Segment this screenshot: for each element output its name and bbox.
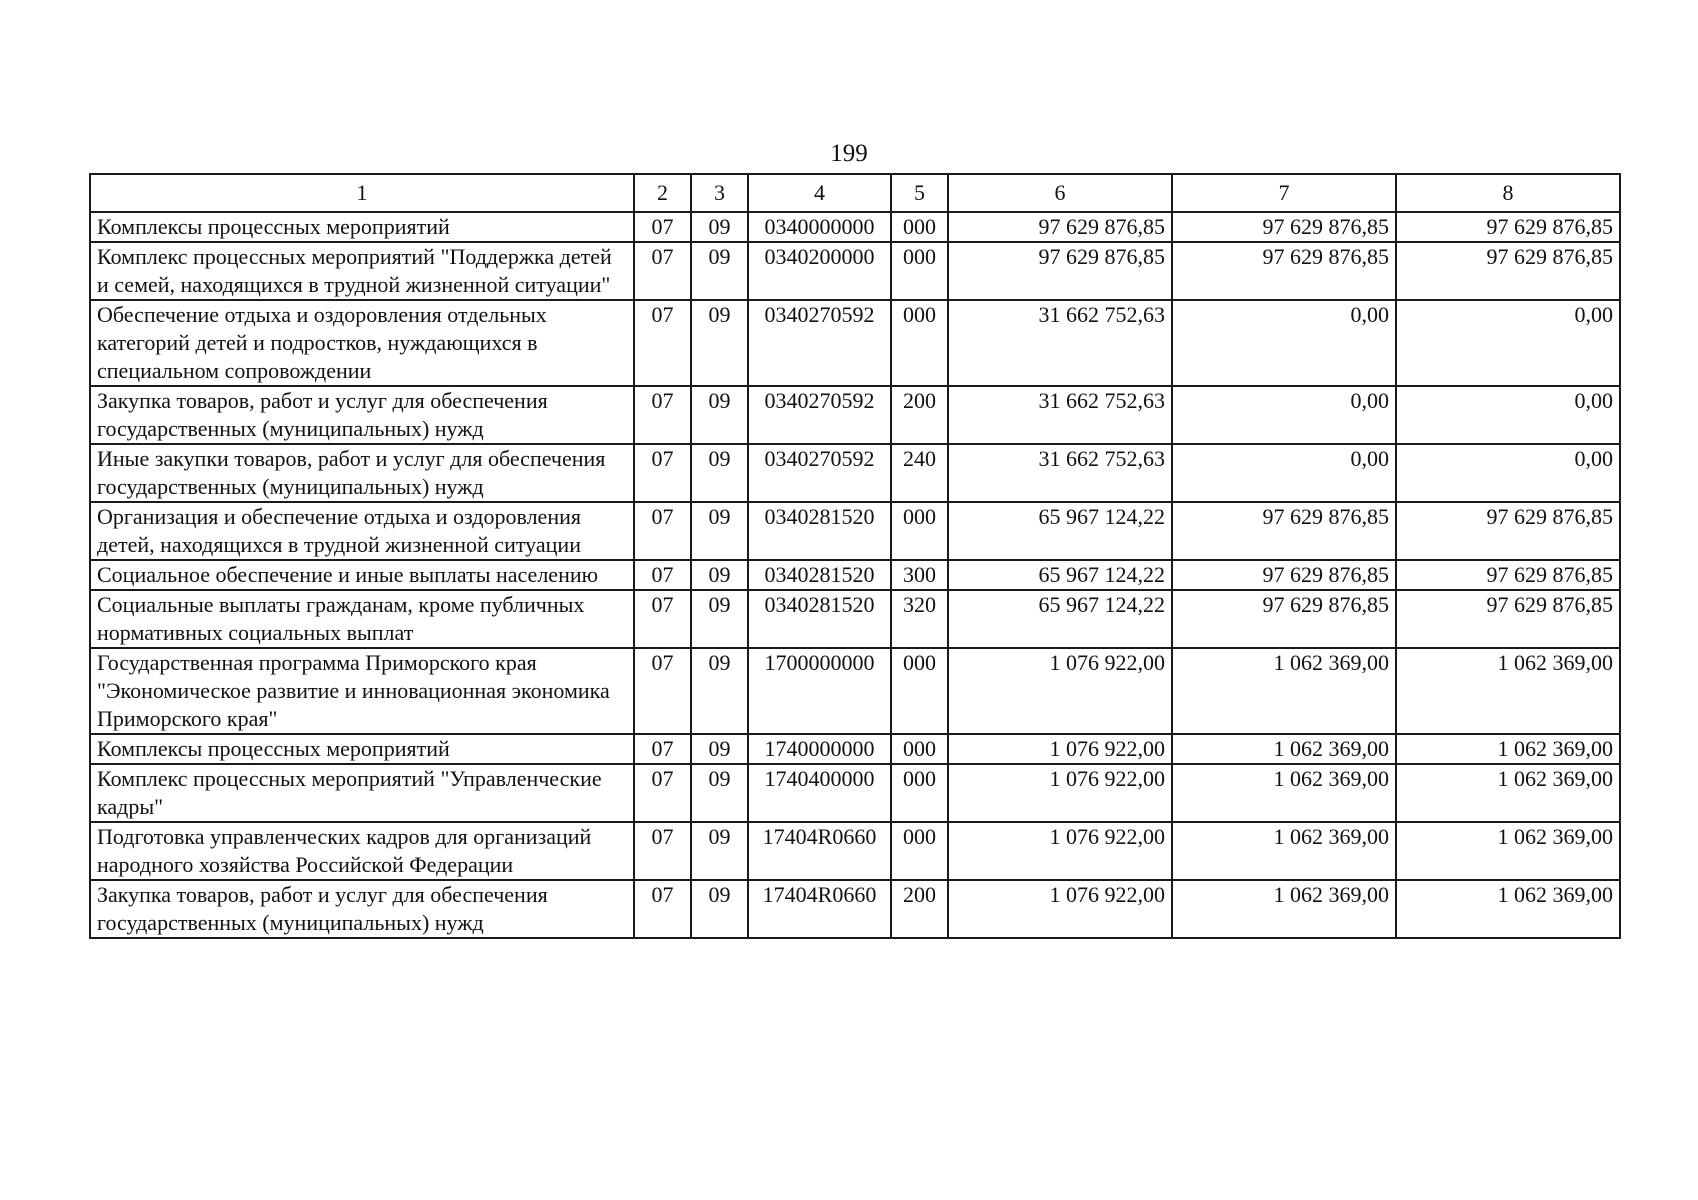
subsection-code-cell: 09 [691, 502, 748, 560]
table-row [90, 386, 1620, 444]
target-article-cell: 0340270592 [748, 444, 891, 502]
subsection-code-cell: 09 [691, 648, 748, 734]
table-row [90, 502, 1620, 560]
amount-col8-cell: 97 629 876,85 [1396, 590, 1620, 648]
amount-col6-cell: 1 076 922,00 [948, 764, 1172, 822]
target-article-cell: 1700000000 [748, 648, 891, 734]
header-cell: 4 [748, 174, 891, 212]
amount-col7-cell: 97 629 876,85 [1172, 212, 1396, 242]
amount-col6-cell: 97 629 876,85 [948, 242, 1172, 300]
page-number: 199 [830, 140, 868, 167]
row-name-cell: Закупка товаров, работ и услуг для обеспечения государственных (муниципальных) нужд [90, 386, 634, 444]
amount-col7-cell: 0,00 [1172, 386, 1396, 444]
expense-type-cell: 200 [891, 880, 948, 938]
amount-col7-cell: 97 629 876,85 [1172, 502, 1396, 560]
table-row [90, 212, 1620, 242]
subsection-code-cell: 09 [691, 880, 748, 938]
header-cell: 6 [948, 174, 1172, 212]
subsection-code-cell: 09 [691, 734, 748, 764]
amount-col6-cell: 31 662 752,63 [948, 444, 1172, 502]
table-row [90, 880, 1620, 938]
target-article-cell: 17404R0660 [748, 880, 891, 938]
header-row [90, 174, 1620, 212]
subsection-code-cell: 09 [691, 560, 748, 590]
amount-col6-cell: 31 662 752,63 [948, 300, 1172, 386]
target-article-cell: 0340281520 [748, 590, 891, 648]
amount-col6-cell: 97 629 876,85 [948, 212, 1172, 242]
amount-col8-cell: 1 062 369,00 [1396, 734, 1620, 764]
amount-col8-cell: 1 062 369,00 [1396, 822, 1620, 880]
expense-type-cell: 000 [891, 502, 948, 560]
header-cell: 8 [1396, 174, 1620, 212]
row-name-cell: Социальные выплаты гражданам, кроме публичных нормативных социальных выплат [90, 590, 634, 648]
subsection-code-cell: 09 [691, 242, 748, 300]
header-cell: 1 [90, 174, 634, 212]
row-name-cell: Комплекс процессных мероприятий "Поддержка детей и семей, находящихся в трудной жизненной ситуации" [90, 242, 634, 300]
amount-col6-cell: 1 076 922,00 [948, 648, 1172, 734]
expense-type-cell: 000 [891, 300, 948, 386]
row-name-cell: Обеспечение отдыха и оздоровления отдельных категорий детей и подростков, нуждающихся в специальном сопровождении [90, 300, 634, 386]
target-article-cell: 0340000000 [748, 212, 891, 242]
row-name-cell: Комплексы процессных мероприятий [90, 212, 634, 242]
subsection-code-cell: 09 [691, 300, 748, 386]
subsection-code-cell: 09 [691, 764, 748, 822]
amount-col6-cell: 1 076 922,00 [948, 734, 1172, 764]
expense-type-cell: 000 [891, 822, 948, 880]
expense-type-cell: 000 [891, 764, 948, 822]
amount-col8-cell: 1 062 369,00 [1396, 648, 1620, 734]
subsection-code-cell: 09 [691, 822, 748, 880]
amount-col8-cell: 97 629 876,85 [1396, 502, 1620, 560]
amount-col7-cell: 1 062 369,00 [1172, 880, 1396, 938]
amount-col8-cell: 0,00 [1396, 386, 1620, 444]
amount-col6-cell: 65 967 124,22 [948, 560, 1172, 590]
target-article-cell: 1740000000 [748, 734, 891, 764]
section-code-cell: 07 [634, 734, 691, 764]
budget-table [89, 173, 1621, 939]
amount-col6-cell: 31 662 752,63 [948, 386, 1172, 444]
expense-type-cell: 320 [891, 590, 948, 648]
header-cell: 3 [691, 174, 748, 212]
header-cell: 5 [891, 174, 948, 212]
amount-col7-cell: 1 062 369,00 [1172, 734, 1396, 764]
row-name-cell: Подготовка управленческих кадров для организаций народного хозяйства Российской Федерации [90, 822, 634, 880]
section-code-cell: 07 [634, 212, 691, 242]
header-cell: 7 [1172, 174, 1396, 212]
section-code-cell: 07 [634, 648, 691, 734]
row-name-cell: Комплекс процессных мероприятий "Управленческие кадры" [90, 764, 634, 822]
amount-col7-cell: 0,00 [1172, 300, 1396, 386]
table-row [90, 444, 1620, 502]
header-cell: 2 [634, 174, 691, 212]
row-name-cell: Иные закупки товаров, работ и услуг для обеспечения государственных (муниципальных) нужд [90, 444, 634, 502]
target-article-cell: 0340281520 [748, 560, 891, 590]
target-article-cell: 1740400000 [748, 764, 891, 822]
table-row [90, 734, 1620, 764]
subsection-code-cell: 09 [691, 590, 748, 648]
subsection-code-cell: 09 [691, 212, 748, 242]
table-row [90, 764, 1620, 822]
expense-type-cell: 000 [891, 734, 948, 764]
target-article-cell: 0340270592 [748, 386, 891, 444]
row-name-cell: Закупка товаров, работ и услуг для обеспечения государственных (муниципальных) нужд [90, 880, 634, 938]
amount-col6-cell: 1 076 922,00 [948, 880, 1172, 938]
amount-col6-cell: 65 967 124,22 [948, 502, 1172, 560]
row-name-cell: Комплексы процессных мероприятий [90, 734, 634, 764]
row-name-cell: Государственная программа Приморского края "Экономическое развитие и инновационная экономика Приморского края" [90, 648, 634, 734]
amount-col8-cell: 0,00 [1396, 300, 1620, 386]
row-name-cell: Организация и обеспечение отдыха и оздоровления детей, находящихся в трудной жизненной ситуации [90, 502, 634, 560]
target-article-cell: 0340200000 [748, 242, 891, 300]
amount-col7-cell: 97 629 876,85 [1172, 242, 1396, 300]
expense-type-cell: 000 [891, 212, 948, 242]
amount-col6-cell: 65 967 124,22 [948, 590, 1172, 648]
table-row [90, 590, 1620, 648]
table-row [90, 822, 1620, 880]
amount-col6-cell: 1 076 922,00 [948, 822, 1172, 880]
amount-col7-cell: 1 062 369,00 [1172, 648, 1396, 734]
amount-col7-cell: 97 629 876,85 [1172, 590, 1396, 648]
table-row [90, 648, 1620, 734]
row-name-cell: Социальное обеспечение и иные выплаты населению [90, 560, 634, 590]
section-code-cell: 07 [634, 386, 691, 444]
subsection-code-cell: 09 [691, 444, 748, 502]
amount-col8-cell: 97 629 876,85 [1396, 242, 1620, 300]
target-article-cell: 17404R0660 [748, 822, 891, 880]
section-code-cell: 07 [634, 300, 691, 386]
section-code-cell: 07 [634, 590, 691, 648]
table-row [90, 242, 1620, 300]
expense-type-cell: 300 [891, 560, 948, 590]
amount-col7-cell: 1 062 369,00 [1172, 764, 1396, 822]
expense-type-cell: 000 [891, 648, 948, 734]
amount-col8-cell: 97 629 876,85 [1396, 560, 1620, 590]
amount-col7-cell: 0,00 [1172, 444, 1396, 502]
amount-col7-cell: 97 629 876,85 [1172, 560, 1396, 590]
section-code-cell: 07 [634, 444, 691, 502]
amount-col7-cell: 1 062 369,00 [1172, 822, 1396, 880]
amount-col8-cell: 1 062 369,00 [1396, 880, 1620, 938]
table-row [90, 560, 1620, 590]
table-row [90, 300, 1620, 386]
section-code-cell: 07 [634, 502, 691, 560]
subsection-code-cell: 09 [691, 386, 748, 444]
amount-col8-cell: 0,00 [1396, 444, 1620, 502]
section-code-cell: 07 [634, 242, 691, 300]
expense-type-cell: 200 [891, 386, 948, 444]
section-code-cell: 07 [634, 560, 691, 590]
expense-type-cell: 000 [891, 242, 948, 300]
amount-col8-cell: 1 062 369,00 [1396, 764, 1620, 822]
target-article-cell: 0340281520 [748, 502, 891, 560]
target-article-cell: 0340270592 [748, 300, 891, 386]
section-code-cell: 07 [634, 822, 691, 880]
expense-type-cell: 240 [891, 444, 948, 502]
section-code-cell: 07 [634, 764, 691, 822]
amount-col8-cell: 97 629 876,85 [1396, 212, 1620, 242]
section-code-cell: 07 [634, 880, 691, 938]
